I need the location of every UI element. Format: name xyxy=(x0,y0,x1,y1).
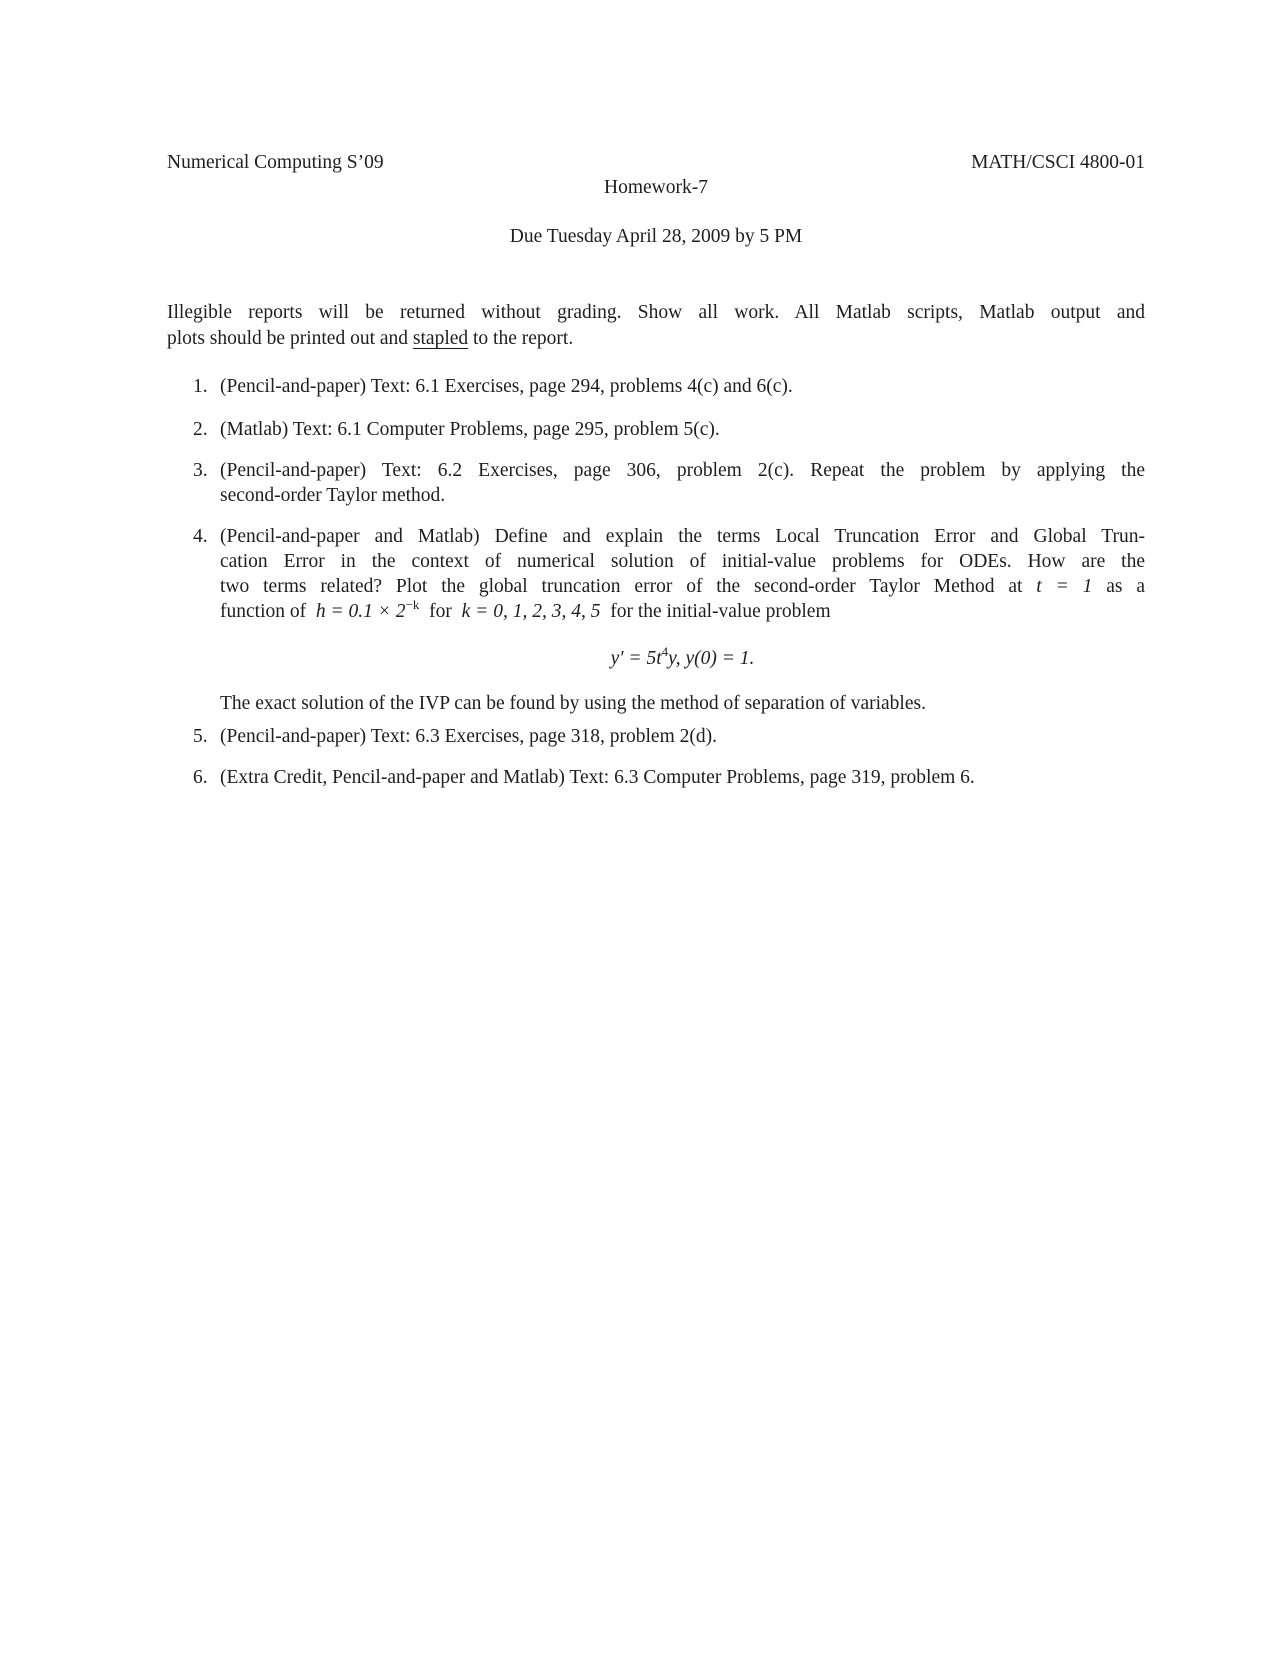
math-k-values: k = 0, 1, 2, 3, 4, 5 xyxy=(461,601,601,622)
problem-number: 6. xyxy=(193,767,208,788)
display-equation xyxy=(220,646,1145,671)
intro-text: plots should be printed out and xyxy=(167,328,413,349)
homework-title: Homework-7 xyxy=(604,177,708,198)
due-date: Due Tuesday April 28, 2009 by 5 PM xyxy=(509,226,803,247)
problem-number: 1. xyxy=(193,376,208,397)
problem-text: (Pencil-and-paper) Text: 6.1 Exercises, page 294, problems 4(c) and 6(c). xyxy=(220,376,793,397)
equation-rhs: y, y(0) = 1. xyxy=(668,648,755,669)
course-code: MATH/CSCI 4800-01 xyxy=(971,152,1145,173)
problem-text-segment: two terms related? Plot the global truncation error of the second-order Taylor Method at xyxy=(220,576,1023,597)
problem-text-segment: for the initial-value problem xyxy=(610,601,831,622)
equation-exponent: 4 xyxy=(661,644,669,659)
problem-text xyxy=(220,599,1145,624)
problem-number: 5. xyxy=(193,726,208,747)
problem-text xyxy=(220,574,1145,599)
intro-text: to the report. xyxy=(468,328,574,349)
problem-text-segment: as a xyxy=(1106,576,1146,597)
problem-number: 4. xyxy=(193,526,208,547)
math-t-equals-1: t = 1 xyxy=(1036,576,1093,597)
underlined-word-stapled: stapled xyxy=(412,328,469,349)
problem-text-segment: function of xyxy=(220,601,307,622)
problem-text: (Matlab) Text: 6.1 Computer Problems, page 295, problem 5(c). xyxy=(220,419,720,440)
math-h-definition: h = 0.1 × 2 xyxy=(315,601,406,622)
problem-text: cation Error in the context of numerical solution of initial-value problems for ODEs. How are the xyxy=(220,551,1145,572)
intro-line-2 xyxy=(167,326,1145,351)
problem-text: (Extra Credit, Pencil-and-paper and Matlab) Text: 6.3 Computer Problems, page 319, problem 6. xyxy=(220,767,975,788)
problem-text: (Pencil-and-paper and Matlab) Define and explain the terms Local Truncation Error and Global Trun- xyxy=(220,526,1145,547)
problem-number: 2. xyxy=(193,419,208,440)
problem-text: second-order Taylor method. xyxy=(220,485,446,506)
math-exponent: −k xyxy=(405,597,420,612)
course-name: Numerical Computing S’09 xyxy=(167,152,384,173)
problem-text: (Pencil-and-paper) Text: 6.2 Exercises, page 306, problem 2(c). Repeat the problem by applying the xyxy=(220,460,1145,481)
problem-note: The exact solution of the IVP can be found by using the method of separation of variables. xyxy=(220,693,926,714)
problem-text-segment: for xyxy=(429,601,452,622)
problem-number: 3. xyxy=(193,460,208,481)
problem-text: (Pencil-and-paper) Text: 6.3 Exercises, page 318, problem 2(d). xyxy=(220,726,717,747)
intro-line-1: Illegible reports will be returned without grading. Show all work. All Matlab scripts, Matlab output and xyxy=(167,302,1145,323)
equation-lhs: y′ = 5t xyxy=(610,648,662,669)
